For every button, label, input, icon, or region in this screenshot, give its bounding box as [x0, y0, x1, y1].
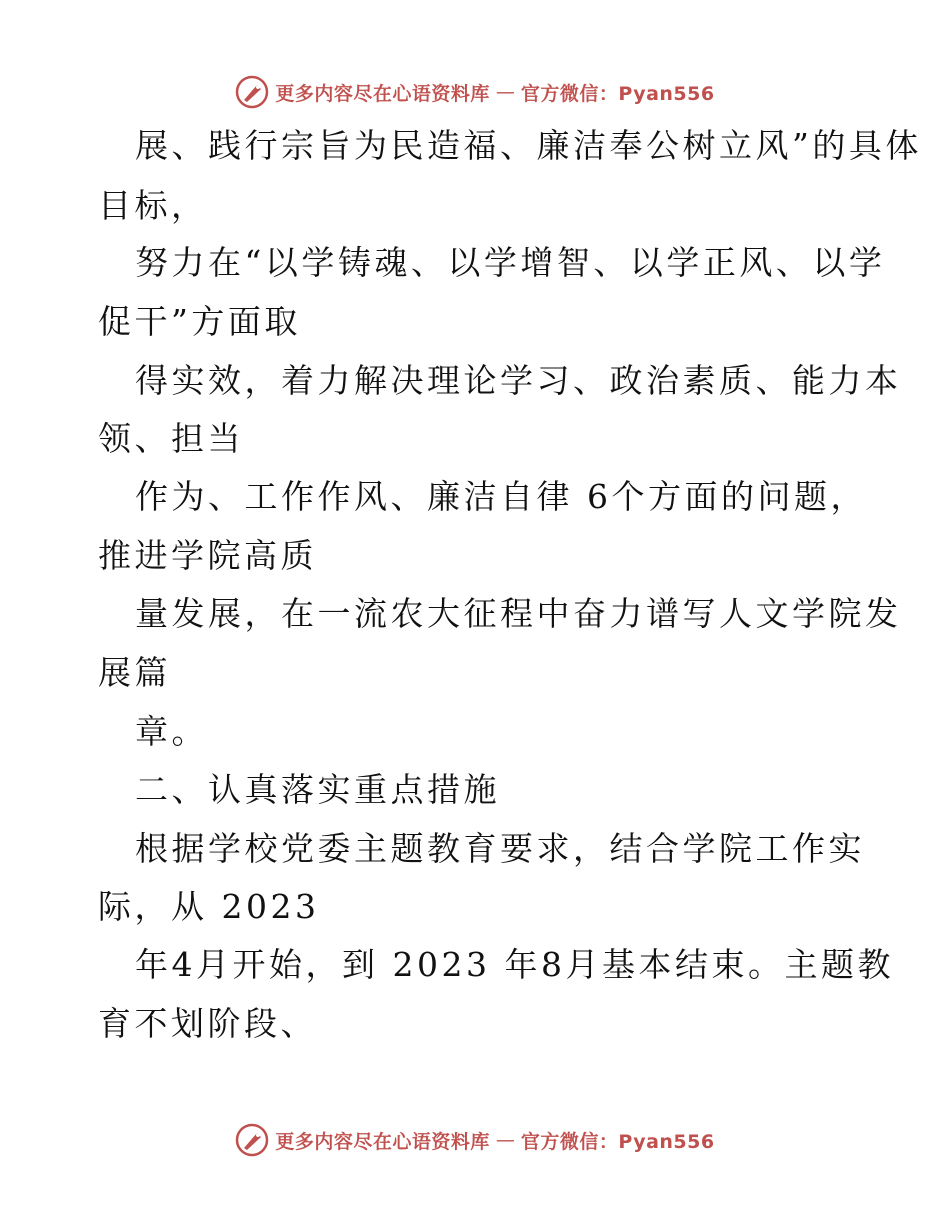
- body-line-7: 作为、工作作风、廉洁自律 6个方面的问题，: [135, 477, 867, 516]
- body-line-2: 目标，: [98, 186, 208, 225]
- body-line-6: 领、担当: [98, 419, 244, 458]
- body-line-11: 章。: [135, 712, 208, 751]
- footer-watermark: [0, 1120, 950, 1160]
- watermark-separator: —: [495, 81, 515, 103]
- watermark-suffix: 官方微信：Pyan556: [520, 1130, 715, 1153]
- body-line-14: 际，从 2023: [98, 887, 320, 926]
- body-line-8: 推进学院高质: [98, 536, 317, 575]
- pen-nib-logo-icon: [235, 1123, 269, 1157]
- body-line-4: 促干”方面取: [98, 302, 301, 341]
- watermark-prefix: 更多内容尽在心语资料库: [275, 1130, 490, 1153]
- body-line-5: 得实效，着力解决理论学习、政治素质、能力本: [135, 361, 902, 400]
- body-line-10: 展篇: [98, 653, 171, 692]
- body-line-16: 育不划阶段、: [98, 1004, 317, 1043]
- body-line-13: 根据学校党委主题教育要求，结合学院工作实: [135, 829, 865, 868]
- body-line-15: 年4月开始，到 2023 年8月基本结束。主题教: [135, 945, 894, 984]
- body-line-3: 努力在“以学铸魂、以学增智、以学正风、以学: [135, 243, 886, 282]
- body-line-1: 展、践行宗旨为民造福、廉洁奉公树立风”的具体: [135, 126, 922, 165]
- section-heading: 二、认真落实重点措施: [135, 770, 500, 809]
- body-line-9: 量发展，在一流农大征程中奋力谱写人文学院发: [135, 594, 902, 633]
- watermark-prefix: 更多内容尽在心语资料库: [275, 82, 490, 105]
- watermark-suffix: 官方微信：Pyan556: [520, 82, 715, 105]
- watermark-separator: —: [495, 1129, 515, 1151]
